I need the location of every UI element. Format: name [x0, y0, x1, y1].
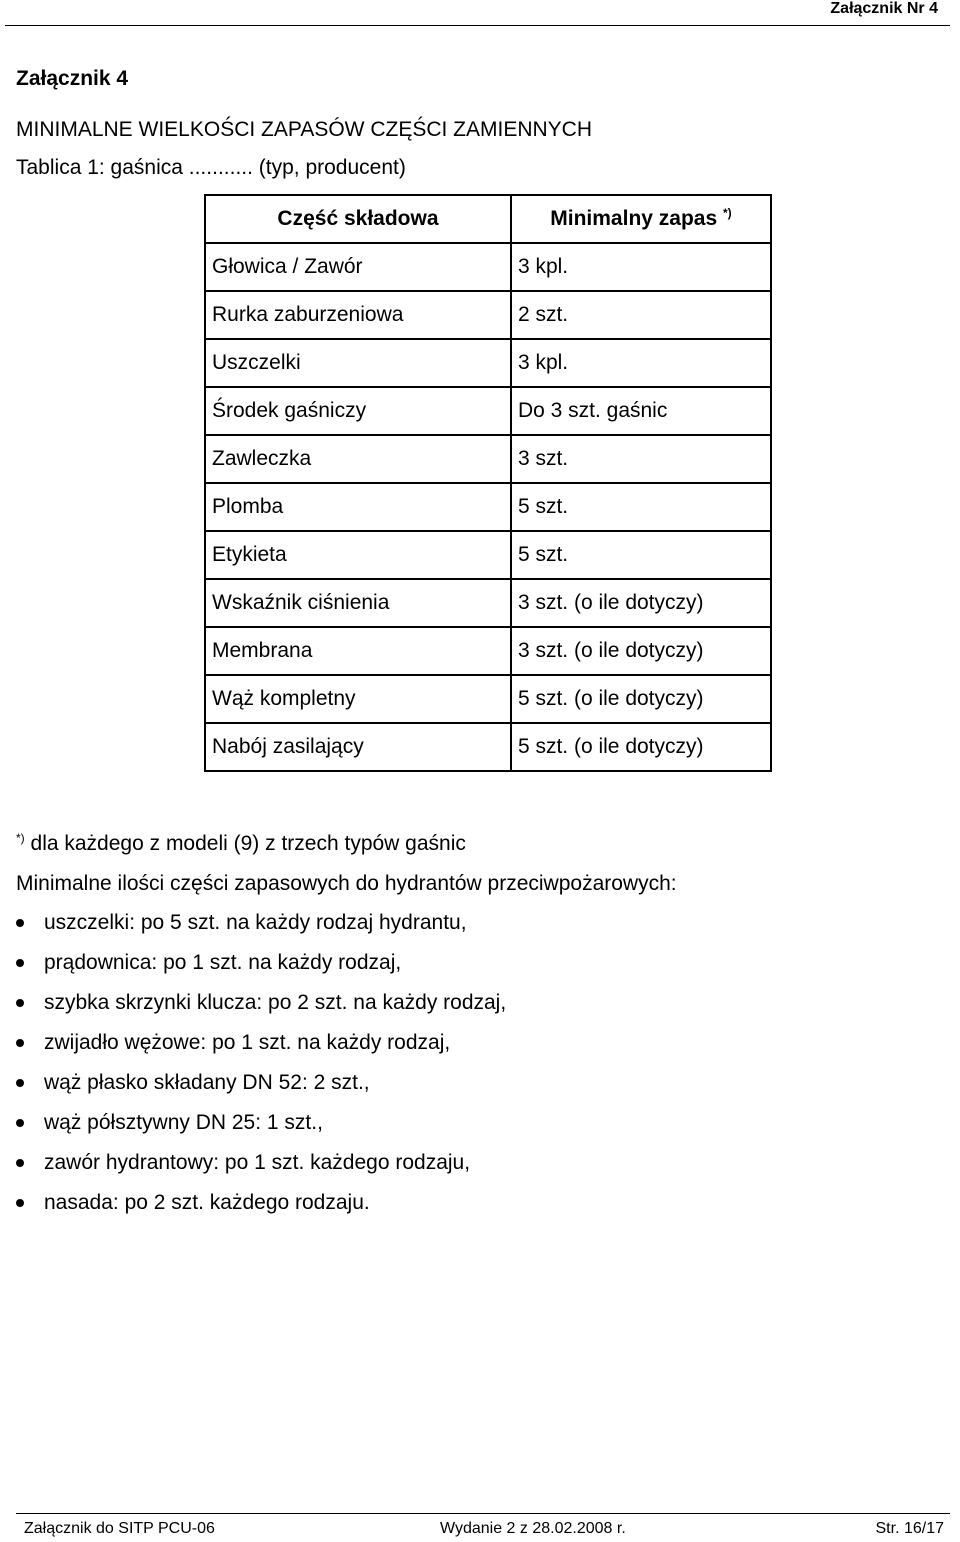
- list-item-text: zawór hydrantowy: po 1 szt. każdego rodzaju,: [44, 1151, 471, 1174]
- minimum-cell: 3 szt. (o ile dotyczy): [511, 579, 771, 627]
- minimum-cell: 5 szt. (o ile dotyczy): [511, 723, 771, 771]
- minimum-cell: 5 szt.: [511, 531, 771, 579]
- bullet-icon: [16, 1079, 24, 1087]
- footer-document-name: Załącznik do SITP PCU-06: [24, 1520, 215, 1537]
- minimum-cell: 3 szt. (o ile dotyczy): [511, 627, 771, 675]
- table-row: [205, 579, 771, 627]
- page-header-label: Załącznik Nr 4: [830, 0, 938, 17]
- list-item-text: szybka skrzynki klucza: po 2 szt. na każdy rodzaj,: [44, 991, 507, 1014]
- list-item-text: uszczelki: po 5 szt. na każdy rodzaj hydrantu,: [44, 911, 467, 934]
- list-item-text: wąż płasko składany DN 52: 2 szt.,: [44, 1071, 370, 1094]
- list-item: [16, 1063, 506, 1103]
- minimum-cell: 3 szt.: [511, 435, 771, 483]
- list-item: [16, 1143, 506, 1183]
- list-item: [16, 983, 506, 1023]
- list-item: [16, 903, 506, 943]
- part-cell: Uszczelki: [205, 339, 511, 387]
- table-row: [205, 627, 771, 675]
- page-subtitle: MINIMALNE WIELKOŚCI ZAPASÓW CZĘŚCI ZAMIENNYCH: [16, 118, 593, 141]
- table-row: [205, 291, 771, 339]
- list-item-text: wąż półsztywny DN 25: 1 szt.,: [44, 1111, 323, 1134]
- footer-page-number: Str. 16/17: [875, 1520, 944, 1537]
- table-row: [205, 435, 771, 483]
- minimum-cell: Do 3 szt. gaśnic: [511, 387, 771, 435]
- bullet-icon: [16, 999, 24, 1007]
- minimum-cell: 3 kpl.: [511, 339, 771, 387]
- table-row: [205, 531, 771, 579]
- header-divider: [5, 25, 950, 26]
- bullet-icon: [16, 959, 24, 967]
- part-cell: Zawleczka: [205, 435, 511, 483]
- part-cell: Etykieta: [205, 531, 511, 579]
- footnote-mark: *): [723, 206, 732, 220]
- bullet-icon: [16, 1199, 24, 1207]
- list-item: [16, 943, 506, 983]
- footer-divider: [16, 1513, 950, 1514]
- footnote-text: dla każdego z modeli (9) z trzech typów gaśnic: [30, 832, 466, 855]
- page-title: Załącznik 4: [16, 67, 129, 90]
- table-row: [205, 675, 771, 723]
- list-item-text: nasada: po 2 szt. każdego rodzaju.: [44, 1191, 370, 1214]
- column-header-part-label: Część składowa: [277, 207, 439, 230]
- table-row: [205, 483, 771, 531]
- bullet-icon: [16, 1119, 24, 1127]
- table-row: [205, 387, 771, 435]
- footnote-mark: *): [16, 831, 25, 845]
- minimum-cell: 5 szt.: [511, 483, 771, 531]
- list-item-text: prądownica: po 1 szt. na każdy rodzaj,: [44, 951, 402, 974]
- list-item-text: zwijadło wężowe: po 1 szt. na każdy rodzaj,: [44, 1031, 451, 1054]
- minimum-cell: 3 kpl.: [511, 243, 771, 291]
- table-header-row: [205, 195, 771, 243]
- part-cell: Membrana: [205, 627, 511, 675]
- part-cell: Plomba: [205, 483, 511, 531]
- hydrant-parts-list: [16, 903, 506, 1223]
- table-row: [205, 339, 771, 387]
- table-row: [205, 723, 771, 771]
- spare-parts-table: [204, 194, 772, 772]
- part-cell: Nabój zasilający: [205, 723, 511, 771]
- minimum-cell: 5 szt. (o ile dotyczy): [511, 675, 771, 723]
- column-header-part: [205, 195, 511, 243]
- column-header-minimum: [511, 195, 771, 243]
- hydrant-parts-heading: Minimalne ilości części zapasowych do hydrantów przeciwpożarowych:: [16, 872, 677, 895]
- footer-edition: Wydanie 2 z 28.02.2008 r.: [440, 1520, 626, 1537]
- bullet-icon: [16, 919, 24, 927]
- part-cell: Wskaźnik ciśnienia: [205, 579, 511, 627]
- list-item: [16, 1023, 506, 1063]
- column-header-minimum-label: Minimalny zapas: [550, 207, 718, 230]
- part-cell: Wąż kompletny: [205, 675, 511, 723]
- list-item: [16, 1183, 506, 1223]
- bullet-icon: [16, 1159, 24, 1167]
- list-item: [16, 1103, 506, 1143]
- table-footnote: [16, 832, 466, 856]
- part-cell: Środek gaśniczy: [205, 387, 511, 435]
- part-cell: Głowica / Zawór: [205, 243, 511, 291]
- table-caption: Tablica 1: gaśnica ........... (typ, producent): [16, 156, 406, 179]
- minimum-cell: 2 szt.: [511, 291, 771, 339]
- table-row: [205, 243, 771, 291]
- part-cell: Rurka zaburzeniowa: [205, 291, 511, 339]
- bullet-icon: [16, 1039, 24, 1047]
